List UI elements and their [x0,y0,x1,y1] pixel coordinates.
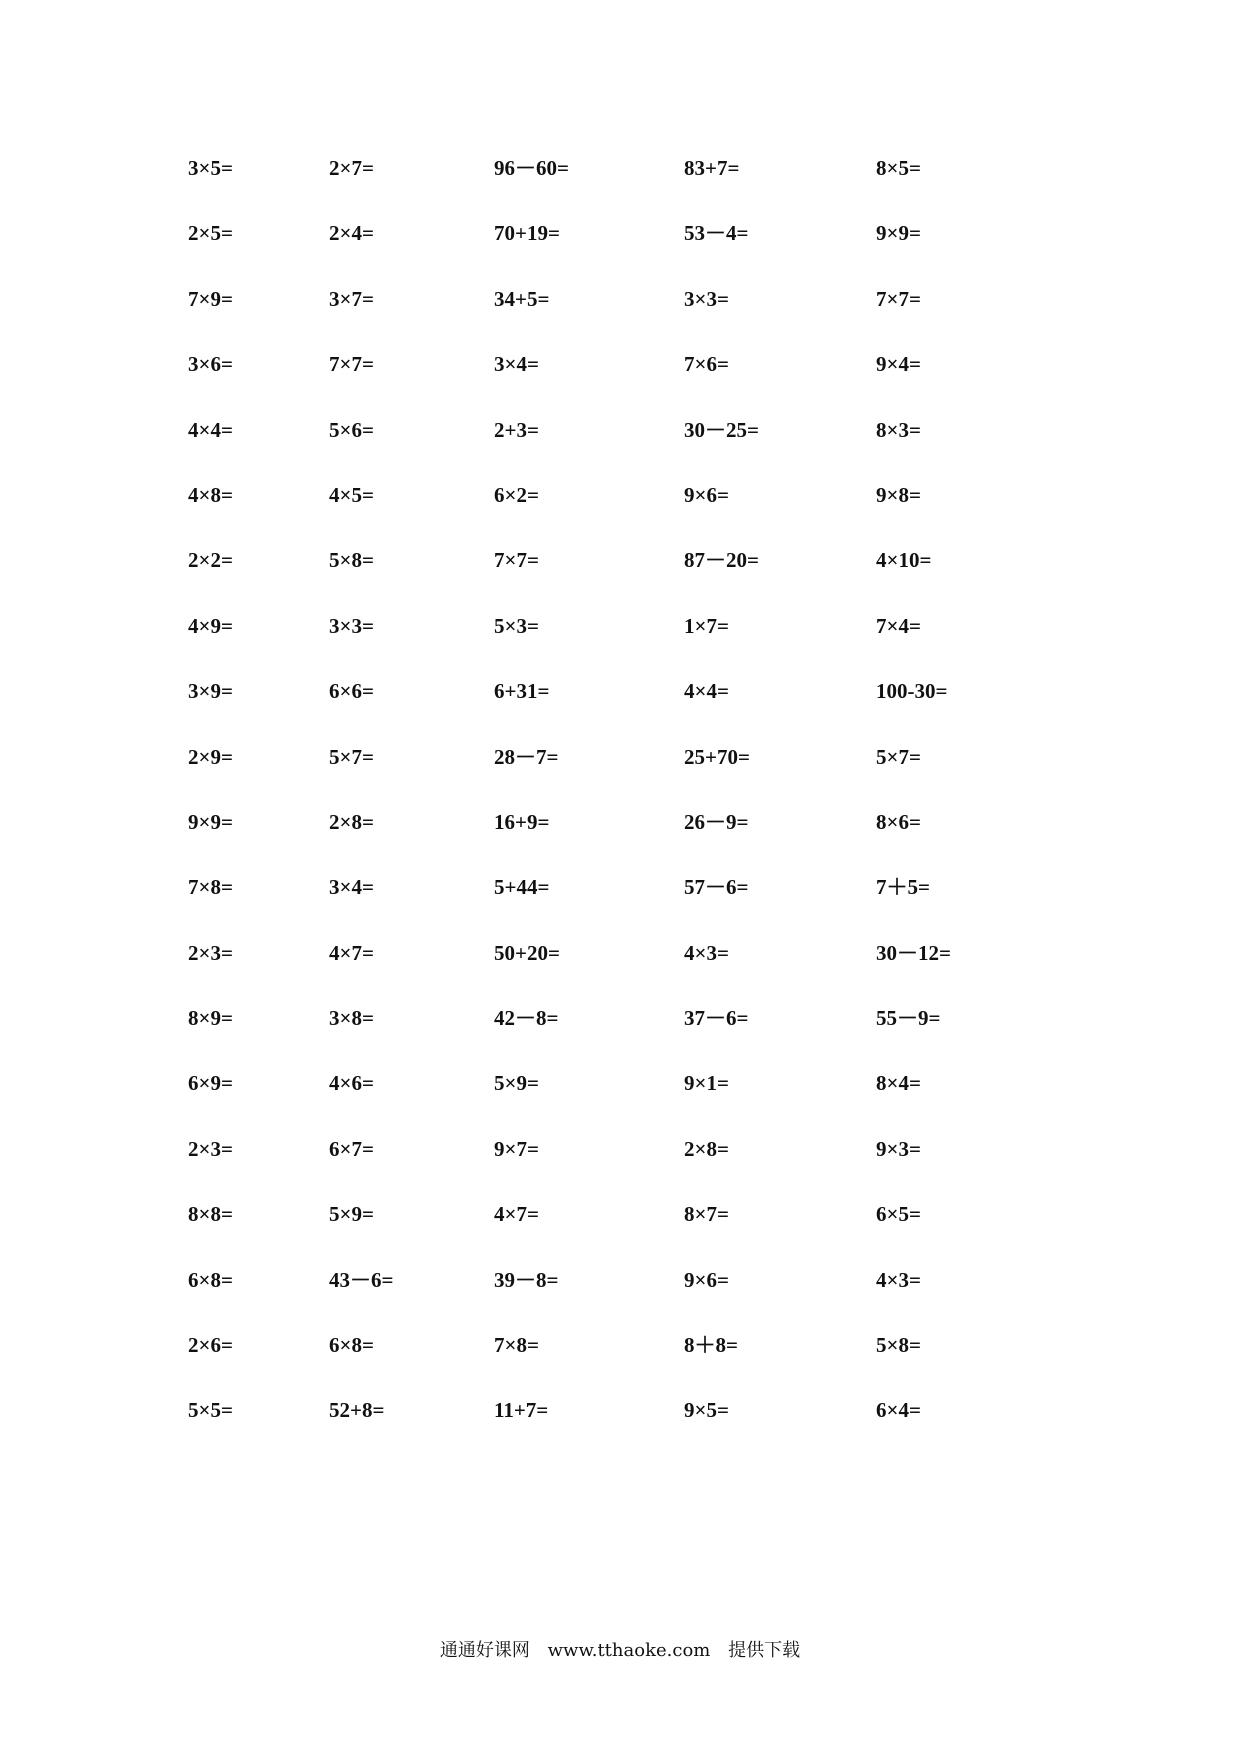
problem-row [0,940,1240,1005]
math-problem: 2×6= [188,1333,233,1358]
math-problem: 3×5= [188,156,233,180]
math-problem: 7×8= [494,1333,539,1358]
math-problem: 6×6= [329,679,374,704]
math-problem: 6×9= [188,1071,233,1096]
math-problem: 1×7= [684,613,729,638]
footer-url: www.tthaoke.com [547,1640,711,1661]
math-problem: 96－60= [494,156,569,180]
footer-suffix: 提供下载 [728,1640,801,1661]
math-problem: 6×7= [329,1136,374,1161]
math-problem: 30－12= [876,940,951,965]
problem-row [0,482,1240,547]
math-problem: 83+7= [684,156,740,180]
math-problem: 34+5= [494,286,550,311]
math-problem: 8×4= [876,1071,921,1096]
math-problem: 5×5= [188,1398,233,1423]
math-problem: 43－6= [329,1267,394,1292]
math-problem: 8×6= [876,809,921,834]
math-problem: 9×6= [684,482,729,507]
problem-row [0,1005,1240,1070]
problem-row [0,1070,1240,1135]
footer-site-name: 通通好课网 [439,1640,530,1661]
math-problem: 9×8= [876,482,921,507]
problem-row [0,547,1240,612]
math-problem: 9×3= [876,1136,921,1161]
problem-row [0,417,1240,482]
math-problem: 8＋8= [684,1333,738,1358]
problem-row [0,1267,1240,1332]
problem-row [0,1332,1240,1397]
math-problem: 3×9= [188,679,233,704]
math-problem: 7×7= [494,548,539,573]
math-problem: 7×4= [876,613,921,638]
math-problem: 5+44= [494,875,550,900]
math-problem: 4×3= [684,940,729,965]
math-problem: 70+19= [494,221,560,246]
problem-row [0,155,1240,220]
math-problem: 3×6= [188,352,233,377]
math-problem: 9×9= [188,809,233,834]
math-problem: 4×8= [188,482,233,507]
math-problem: 55－9= [876,1006,941,1031]
problem-row [0,351,1240,416]
problem-row [0,809,1240,874]
math-problem: 5×7= [329,744,374,769]
math-problem: 4×10= [876,548,932,573]
math-problem: 2+3= [494,417,539,442]
math-problem: 9×7= [494,1136,539,1161]
math-problem: 7×7= [876,286,921,311]
problem-row [0,874,1240,939]
math-problem: 8×5= [876,156,921,180]
math-problem: 5×6= [329,417,374,442]
math-problem: 57－6= [684,875,749,900]
math-problem: 4×7= [494,1202,539,1227]
math-problem: 11+7= [494,1398,549,1423]
math-problem: 9×5= [684,1398,729,1423]
math-problem: 2×8= [329,809,374,834]
math-problem: 5×8= [329,548,374,573]
math-problem: 6×4= [876,1398,921,1423]
math-problem: 6×8= [329,1333,374,1358]
math-problem: 100-30= [876,679,948,704]
problem-row [0,1397,1240,1462]
math-problem: 26－9= [684,809,749,834]
math-problem: 2×8= [684,1136,729,1161]
math-problem: 3×3= [684,286,729,311]
footer [0,1636,1240,1662]
math-problem: 4×3= [876,1267,921,1292]
problem-row [0,1136,1240,1201]
math-problem: 2×5= [188,221,233,246]
math-problem: 6×5= [876,1202,921,1227]
math-problem: 3×8= [329,1006,374,1031]
math-problem: 8×3= [876,417,921,442]
math-problem: 4×9= [188,613,233,638]
math-problem: 4×4= [684,679,729,704]
math-problem: 52+8= [329,1398,385,1423]
math-problem: 16+9= [494,809,550,834]
math-problem: 6×8= [188,1267,233,1292]
math-problem: 6×2= [494,482,539,507]
math-problem: 42－8= [494,1006,559,1031]
math-problem: 4×5= [329,482,374,507]
math-problem: 50+20= [494,940,560,965]
math-problem: 8×8= [188,1202,233,1227]
problem-row [0,220,1240,285]
math-problem: 7×9= [188,286,233,311]
math-problem: 2×3= [188,940,233,965]
math-problem: 5×3= [494,613,539,638]
math-problem: 4×4= [188,417,233,442]
math-problem: 4×7= [329,940,374,965]
math-problem: 7×6= [684,352,729,377]
math-problem: 87－20= [684,548,759,573]
math-problem: 7×8= [188,875,233,900]
math-problem: 5×8= [876,1333,921,1358]
math-problem: 2×4= [329,221,374,246]
math-problem: 2×2= [188,548,233,573]
math-problem: 30－25= [684,417,759,442]
math-problem: 2×3= [188,1136,233,1161]
math-problem: 3×3= [329,613,374,638]
math-problem: 5×7= [876,744,921,769]
math-problem: 28－7= [494,744,559,769]
math-problem: 7＋5= [876,875,930,900]
math-problem: 8×9= [188,1006,233,1031]
problem-row [0,613,1240,678]
math-problem: 9×6= [684,1267,729,1292]
problem-row [0,744,1240,809]
math-problem: 5×9= [494,1071,539,1096]
math-problem: 7×7= [329,352,374,377]
math-problem: 2×9= [188,744,233,769]
math-problem: 3×4= [494,352,539,377]
math-problem: 9×4= [876,352,921,377]
math-problem: 2×7= [329,156,374,180]
math-problem: 4×6= [329,1071,374,1096]
problem-grid [0,155,1240,1463]
problem-row [0,1201,1240,1266]
math-problem: 9×1= [684,1071,729,1096]
problem-row [0,678,1240,743]
math-problem: 3×4= [329,875,374,900]
math-problem: 25+70= [684,744,750,769]
math-problem: 9×9= [876,221,921,246]
math-problem: 6+31= [494,679,550,704]
math-problem: 5×9= [329,1202,374,1227]
math-problem: 3×7= [329,286,374,311]
math-problem: 39－8= [494,1267,559,1292]
math-problem: 37－6= [684,1006,749,1031]
math-problem: 8×7= [684,1202,729,1227]
math-problem: 53－4= [684,221,749,246]
problem-row [0,286,1240,351]
